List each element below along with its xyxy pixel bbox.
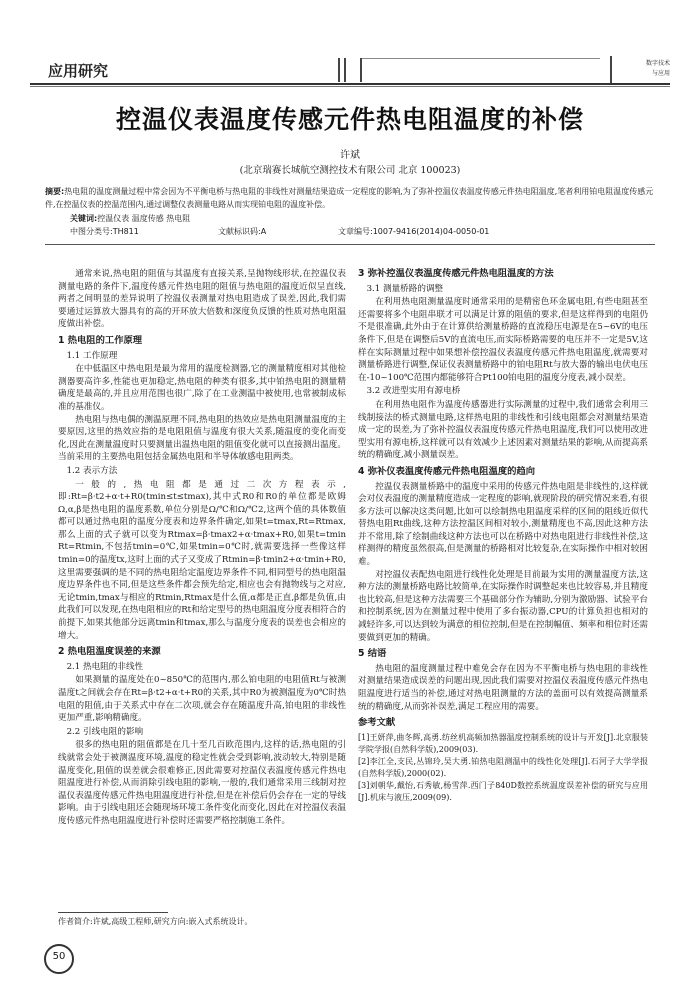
document-code: 文献标识码:A xyxy=(218,227,267,236)
journal-logo xyxy=(610,56,670,85)
reference-item: [3]刘朝华,戴怡,石秀敏,杨雪萍.西门子840D数控系统温度误差补偿的研究与应用[J].机床与液压,2009(09). xyxy=(358,780,648,802)
section-heading: 5 结语 xyxy=(358,648,387,660)
abstract-rule xyxy=(45,244,655,245)
subsection-heading: 1.2 表示方法 xyxy=(66,465,118,476)
header-divider xyxy=(360,58,600,59)
header-divider xyxy=(338,58,340,82)
left-column xyxy=(58,268,346,828)
section-heading: 4 弥补仪表温度传感元件热电阻温度的趋向 xyxy=(358,465,536,477)
subsection-heading: 2.1 热电阻的非线性 xyxy=(66,661,144,672)
paragraph: 控温仪表测量桥路中的温度中采用的传感元件热电阻是非线性的,这样就会对仪表温度的测量精度造成一定程度的影响,就现阶段的研究情况来看,有很多方法可以解决这类问题,比如可以绘制热电阻温度采样的区间的阻线近似代替热电阻Rt曲线,这种方法控温区间相对较小,测量精度也不高,因此这种方法并不常用,除了绘制曲线这种方法也可以在桥路中对热电阻进行非线性补偿,这样测得的精度虽然很高,但是测量的桥路相对比较复杂,在实际操作中相对较困难。 xyxy=(358,481,648,568)
page-number: 50 xyxy=(44,944,74,974)
reference-list xyxy=(358,732,648,804)
right-column xyxy=(358,268,648,804)
keywords xyxy=(70,213,630,224)
keywords-label: 关键词: xyxy=(70,214,98,223)
paragraph: 很多的热电阻的阻值都是在几十至几百欧范围内,这样的话,热电阻的引线就常会处于被测温度环境,温度的稳定性就会受到影响,波动较大,特别是随温度变化,阻值的误差就会很难修正,因此需要对控温仪表温度传感元件热电阻温度进行补偿,从而消除引线电阻的影响,一般的,我们通常采用三线制对控温仪表温度传感元件热电阻温度进行补偿,但是在补偿后仍会存在一定的导线影响。由于引线电阻还会随现场环境工条件变化而变化,因此在对控温仪表温度传感元件热电阻温度进行补偿时还需要严格控制施工条件。 xyxy=(58,740,346,826)
paragraph: 一般的,热电阻都是通过二次方程表示,即:Rt=β·t2+α·t+R0(tmin≤t≤tmax),其中式R0和R0的单位都是欧姆Ω,α,β是热电阻的温度系数,单位分别是Ω/℃和Ω/℃2,这两个值的具体数值都可以通过热电阻的温度分度表和边界条件确定,如果t=tmax,Rt=Rtmax,那么上面的式子就可以变为Rtmax=β·tmax2+α·tmax+R0,如果t=tmin Rt=Rtmin,不包括tmin=0℃,如果tmin=0℃时,就需要选择一些像这样tmin=0的温度tx,这时上面的式子又变成了Rtmin=β·tmin2+α·tmin+R0,这里需要强调的是不同的热电阻给定温度边界条件不同,相同型号的热电阻温度边界条件也不同,但是这些条件都会预先给定,相应也会有抛物线与之对应,无论tmin,tmax与相应的Rtmin,Rtmax是什么值,α都是正直,β都是负值,由此我们可以发现,在热电阻相应的Rt和给定型号的热电阻温度分度表相符合的前提下,如果其他部分远离tmin和tmax,那么与温度分度表的误差也会相应的增大。 xyxy=(58,479,347,641)
subsection-heading: 3.1 测量桥路的调整 xyxy=(366,283,444,294)
clc-number: 中图分类号:TH811 xyxy=(70,227,139,236)
paragraph: 在中低温区中热电阻是最为常用的温度检测器,它的测量精度相对其他检测器要高许多,性能也更加稳定,热电阻的种类有很多,其中铂热电阻的测量精确度是最高的,并且应用范围也很广,除了在工业测温中被使用,也常被制成标准的基准仪。 xyxy=(58,364,346,412)
article-number: 文章编号:1007-9416(2014)04-0050-01 xyxy=(338,227,490,236)
author-footnote: 作者简介:许斌,高级工程师,研究方向:嵌入式系统设计。 xyxy=(58,917,253,926)
abstract-label: 摘要: xyxy=(45,187,65,196)
footnote-rule xyxy=(58,912,168,913)
author-affiliation: (北京瑞赛长城航空测控技术有限公司 北京 100023) xyxy=(239,165,461,176)
paragraph: 对控温仪表配热电阻进行线性化处理是目前最为实用的测量温度方法,这种方法的测量桥路电路比较简单,在实际操作时调整起来也比较容易,并且精度也比较高,但是这种方法需要三个基础部分作为辅助,分别为激励器、试验平台和控制系统,因为在测量过程中使用了多台振动器,CPU的计算负担也相对的减轻许多,可以达到较为满意的相位控制,但是在控制幅值、频率和相位时还需要做到更加的精确。 xyxy=(358,569,648,643)
section-label: 应用研究 xyxy=(48,62,109,80)
abstract-text: 热电阻的温度测量过程中常会因为不平衡电桥与热电阻的非线性对测量结果造成一定程度的影响,为了弥补控温仪表温度传感元件热电阻温度,笔者利用铂电阻温度传感元件,在控温仪表的控温范围内,通过调整仪表测量电路从而实现铂电阻的温度补偿。 xyxy=(45,187,654,209)
header-rule xyxy=(30,83,670,85)
references-heading: 参考文献 xyxy=(358,717,396,729)
logo-line: 数字技术 xyxy=(645,60,670,67)
section-heading: 2 热电阻温度误差的来源 xyxy=(58,646,161,658)
journal-header xyxy=(30,28,670,86)
header-rule xyxy=(30,86,670,87)
keywords-text: 控温仪表 温度传感 热电阻 xyxy=(97,214,191,223)
reference-item: [1]王妍萍,曲冬辉,高勇.纺丝机高频加热器温度控制系统的设计与开发[J].北京服装学院学报(自然科学版),2009(03). xyxy=(358,732,648,754)
article-title: 控温仪表温度传感元件热电阻温度的补偿 xyxy=(115,105,584,134)
paragraph: 如果测量的温度处在0~850℃的范围内,那么铂电阻的电阻值Rt与被测温度t之间就会存在Rt=β·t2+α·t+R0的关系,其中R0为被测温度为0℃时热电阻的阻值,由于关系式中存在二次项,就会存在随温度升高,铂电阻的非线性更加严重,影响精确度。 xyxy=(58,675,346,724)
section-heading: 3 弥补控温仪表温度传感元件热电阻温度的方法 xyxy=(358,268,554,279)
logo-line: 与应用 xyxy=(651,70,670,77)
paragraph: 通常来说,热电阻的阻值与其温度有直接关系,呈抛物线形状,在控温仪表测量电路的条件下,温度传感元件热电阻的阻值与热电阻的温度近似呈直线,两者之间明显的差异说明了控温仪表测量对热电阻造成了误差,因此,我们需要通过运算放大器具有的高的开环放大倍数和深度负反馈的性质对热电阻温度做出补偿。 xyxy=(58,269,346,330)
subsection-heading: 1.1 工作原理 xyxy=(66,350,118,361)
section-heading: 1 热电阻的工作原理 xyxy=(58,334,143,346)
header-divider xyxy=(344,58,346,82)
subsection-heading: 3.2 改进型实用有源电桥 xyxy=(366,386,461,397)
reference-item: [2]李江全,支民,丛锦玲,吴大勇.铂热电阻测温中的线性化处理[J].石河子大学学报(自然科学版),2000(02). xyxy=(358,756,648,778)
header-divider xyxy=(360,58,362,82)
paragraph: 热电阻的温度测量过程中难免会存在因为不平衡电桥与热电阻的非线性对测量结果造成误差的问题出现,因此我们需要对控温仪表温度传感元件热电阻温度进行适当的补偿,通过对热电阻测量的方法的盖面可以有效提高测量系统的精确度,从而弥补误差,满足工程应用的需要。 xyxy=(358,663,648,712)
subsection-heading: 2.2 引线电阻的影响 xyxy=(66,726,144,737)
paragraph: 在利用热电阻作为温度传感器进行实际测量的过程中,我们通常会利用三线制接法的桥式测量电路,这样热电阻的非线性和引线电阻都会对测量结果造成一定的误差,为了弥补控温仪表温度传感元件热电阻温度,我们可以使用改进型实用有源电桥,这样就可以有效减少上述因素对测量结果的影响,从而提高系统的精确度,减小测量误差。 xyxy=(358,399,648,461)
author-name: 许斌 xyxy=(340,150,360,161)
paragraph: 热电阻与热电偶的测温原理不同,热电阻的热效应是热电阻测量温度的主要原因,这里的热效应指的是电阻阻值与温度有很大关系,随温度的变化而变化,因此在测量温度时只要测量出温热电阻的阻值变化就可以直接测出温度。当前采用的主要热电阻包括金属热电阻和半导体敏感电阻两类。 xyxy=(58,414,346,463)
abstract xyxy=(45,186,655,211)
paragraph: 在利用热电阻测量温度时通常采用的是精密色环金属电阻,有些电阻甚至还需要将多个电阻串联才可以满足计算的阻值的要求,但是这样得到的电阻仍不是很准确,此外由于在计算供给测量桥路的直流稳压电源是在5~6V的电压条件下,但是在调整后5V的直流电压,而实际桥路需要的电压并不一定是5V,这样在实际测量过程中如果想补偿控温仪表温度传感元件热电阻温度,就需要对测量桥路进行调整,保证仪表测量桥路中的铂电阻Rt与放大器的输出电伏电压在-10~100℃范围内都能够符合Pt100铂电阻的温度分度表,减小误差。 xyxy=(358,297,648,383)
